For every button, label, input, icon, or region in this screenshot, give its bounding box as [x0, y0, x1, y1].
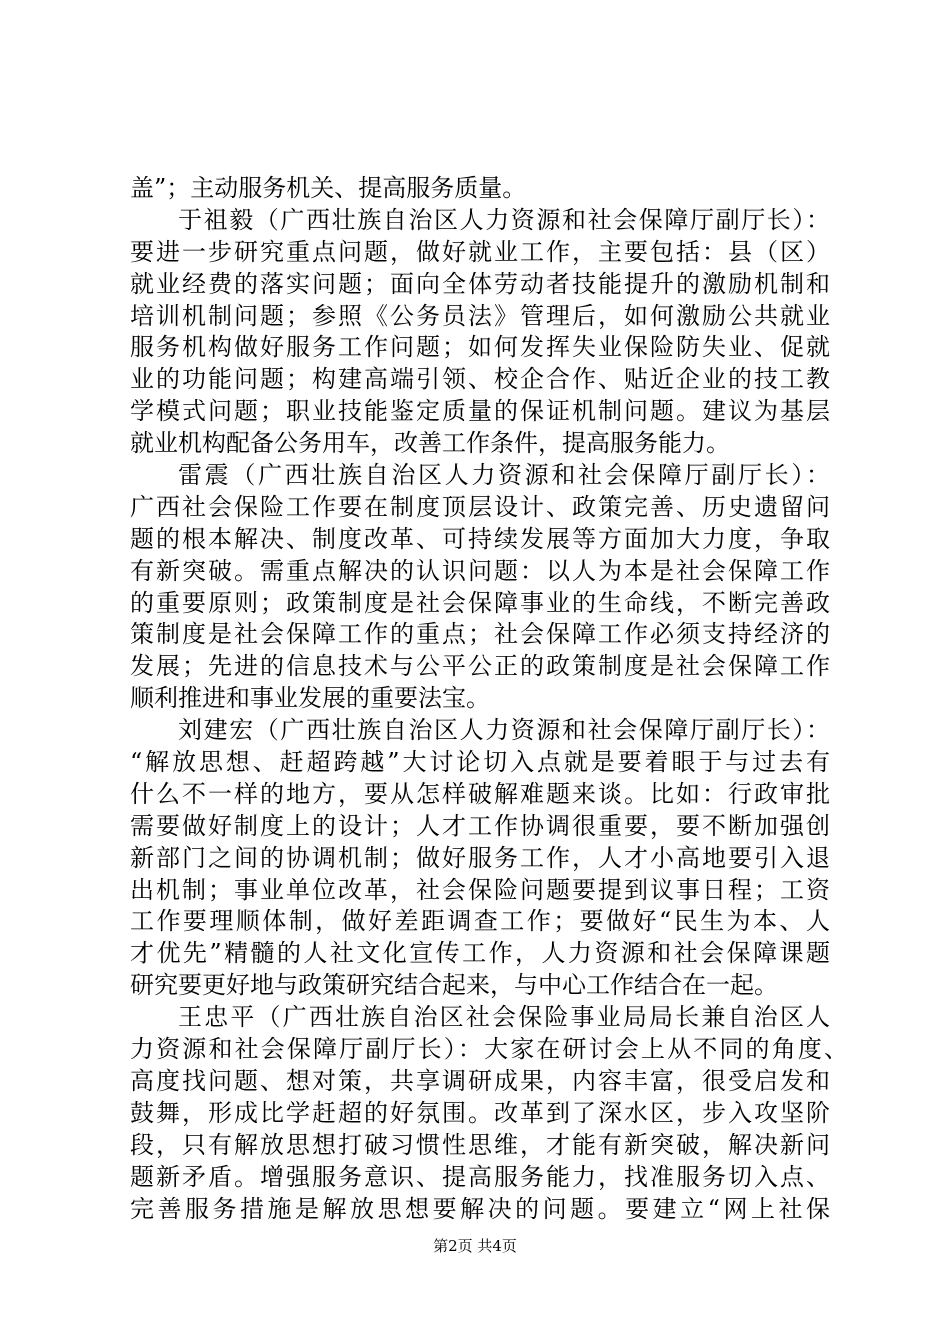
- text-line: 力资源和社会保障厅副厅长）：大家在研讨会上从不同的角度、: [130, 1035, 848, 1064]
- text-line: 完善服务措施是解放思想要解决的问题。要建立“网上社保: [130, 1194, 830, 1223]
- text-line: 新部门之间的协调机制；做好服务工作，人才小高地要引入退: [130, 843, 830, 872]
- text-line: 顺利推进和事业发展的重要法宝。: [130, 684, 490, 713]
- text-line: 盖”；主动服务机关、提高服务质量。: [130, 174, 527, 202]
- text-line: 培训机制问题；参照《公务员法》管理后，如何激励公共就业: [130, 301, 830, 330]
- text-line: 要进一步研究重点问题，做好就业工作，主要包括：县（区）: [130, 237, 830, 266]
- text-line: 业的功能问题；构建高端引领、校企合作、贴近企业的技工教: [130, 365, 830, 394]
- text-line: 就业经费的落实问题；面向全体劳动者技能提升的激励机制和: [130, 269, 830, 298]
- text-line: 发展；先进的信息技术与公平公正的政策制度是社会保障工作: [130, 652, 830, 681]
- text-line: 王忠平（广西壮族自治区社会保险事业局局长兼自治区人: [178, 1003, 830, 1032]
- text-line: 有新突破。需重点解决的认识问题：以人为本是社会保障工作: [130, 556, 830, 585]
- text-line: 才优先”精髓的人社文化宣传工作，人力资源和社会保障课题: [130, 939, 830, 968]
- text-line: 题的根本解决、制度改革、可持续发展等方面加大力度，争取: [130, 524, 830, 553]
- text-line: 广西社会保险工作要在制度顶层设计、政策完善、历史遗留问: [130, 492, 830, 521]
- text-line: “解放思想、赶超跨越”大讨论切入点就是要着眼于与过去有: [130, 748, 830, 777]
- text-line: 服务机构做好服务工作问题；如何发挥失业保险防失业、促就: [130, 333, 830, 362]
- text-line: 就业机构配备公务用车，改善工作条件，提高服务能力。: [130, 429, 730, 458]
- document-body: [130, 173, 848, 1225]
- text-line: 题新矛盾。增强服务意识、提高服务能力，找准服务切入点、: [130, 1162, 830, 1191]
- text-line: 雷震（广西壮族自治区人力资源和社会保障厅副厅长）：: [178, 461, 830, 490]
- text-line: 研究要更好地与政策研究结合起来，与中心工作结合在一起。: [130, 971, 778, 1000]
- text-line: 工作要理顺体制，做好差距调查工作；要做好“民生为本、人: [130, 907, 830, 936]
- text-line: 出机制；事业单位改革，社会保险问题要提到议事日程；工资: [130, 875, 830, 904]
- text-line: 的重要原则；政策制度是社会保障事业的生命线，不断完善政: [130, 588, 830, 617]
- text-line: 学模式问题；职业技能鉴定质量的保证机制问题。建议为基层: [130, 397, 830, 426]
- text-line: 于祖毅（广西壮族自治区人力资源和社会保障厅副厅长）：: [178, 205, 830, 234]
- text-line: 什么不一样的地方，要从怎样破解难题来谈。比如：行政审批: [130, 779, 830, 808]
- text-line: 段，只有解放思想打破习惯性思维，才能有新突破，解决新问: [130, 1130, 830, 1159]
- page-footer: [0, 1236, 950, 1256]
- text-line: 高度找问题、想对策，共享调研成果，内容丰富，很受启发和: [130, 1066, 830, 1095]
- page-number-label: 第2页 共4页: [433, 1237, 517, 1255]
- text-line: 需要做好制度上的设计；人才工作协调很重要，要不断加强创: [130, 811, 830, 840]
- text-line: 鼓舞，形成比学赶超的好氛围。改革到了深水区，步入攻坚阶: [130, 1098, 830, 1127]
- text-line: 刘建宏（广西壮族自治区人力资源和社会保障厅副厅长）：: [178, 716, 830, 745]
- text-line: 策制度是社会保障工作的重点；社会保障工作必须支持经济的: [130, 620, 830, 649]
